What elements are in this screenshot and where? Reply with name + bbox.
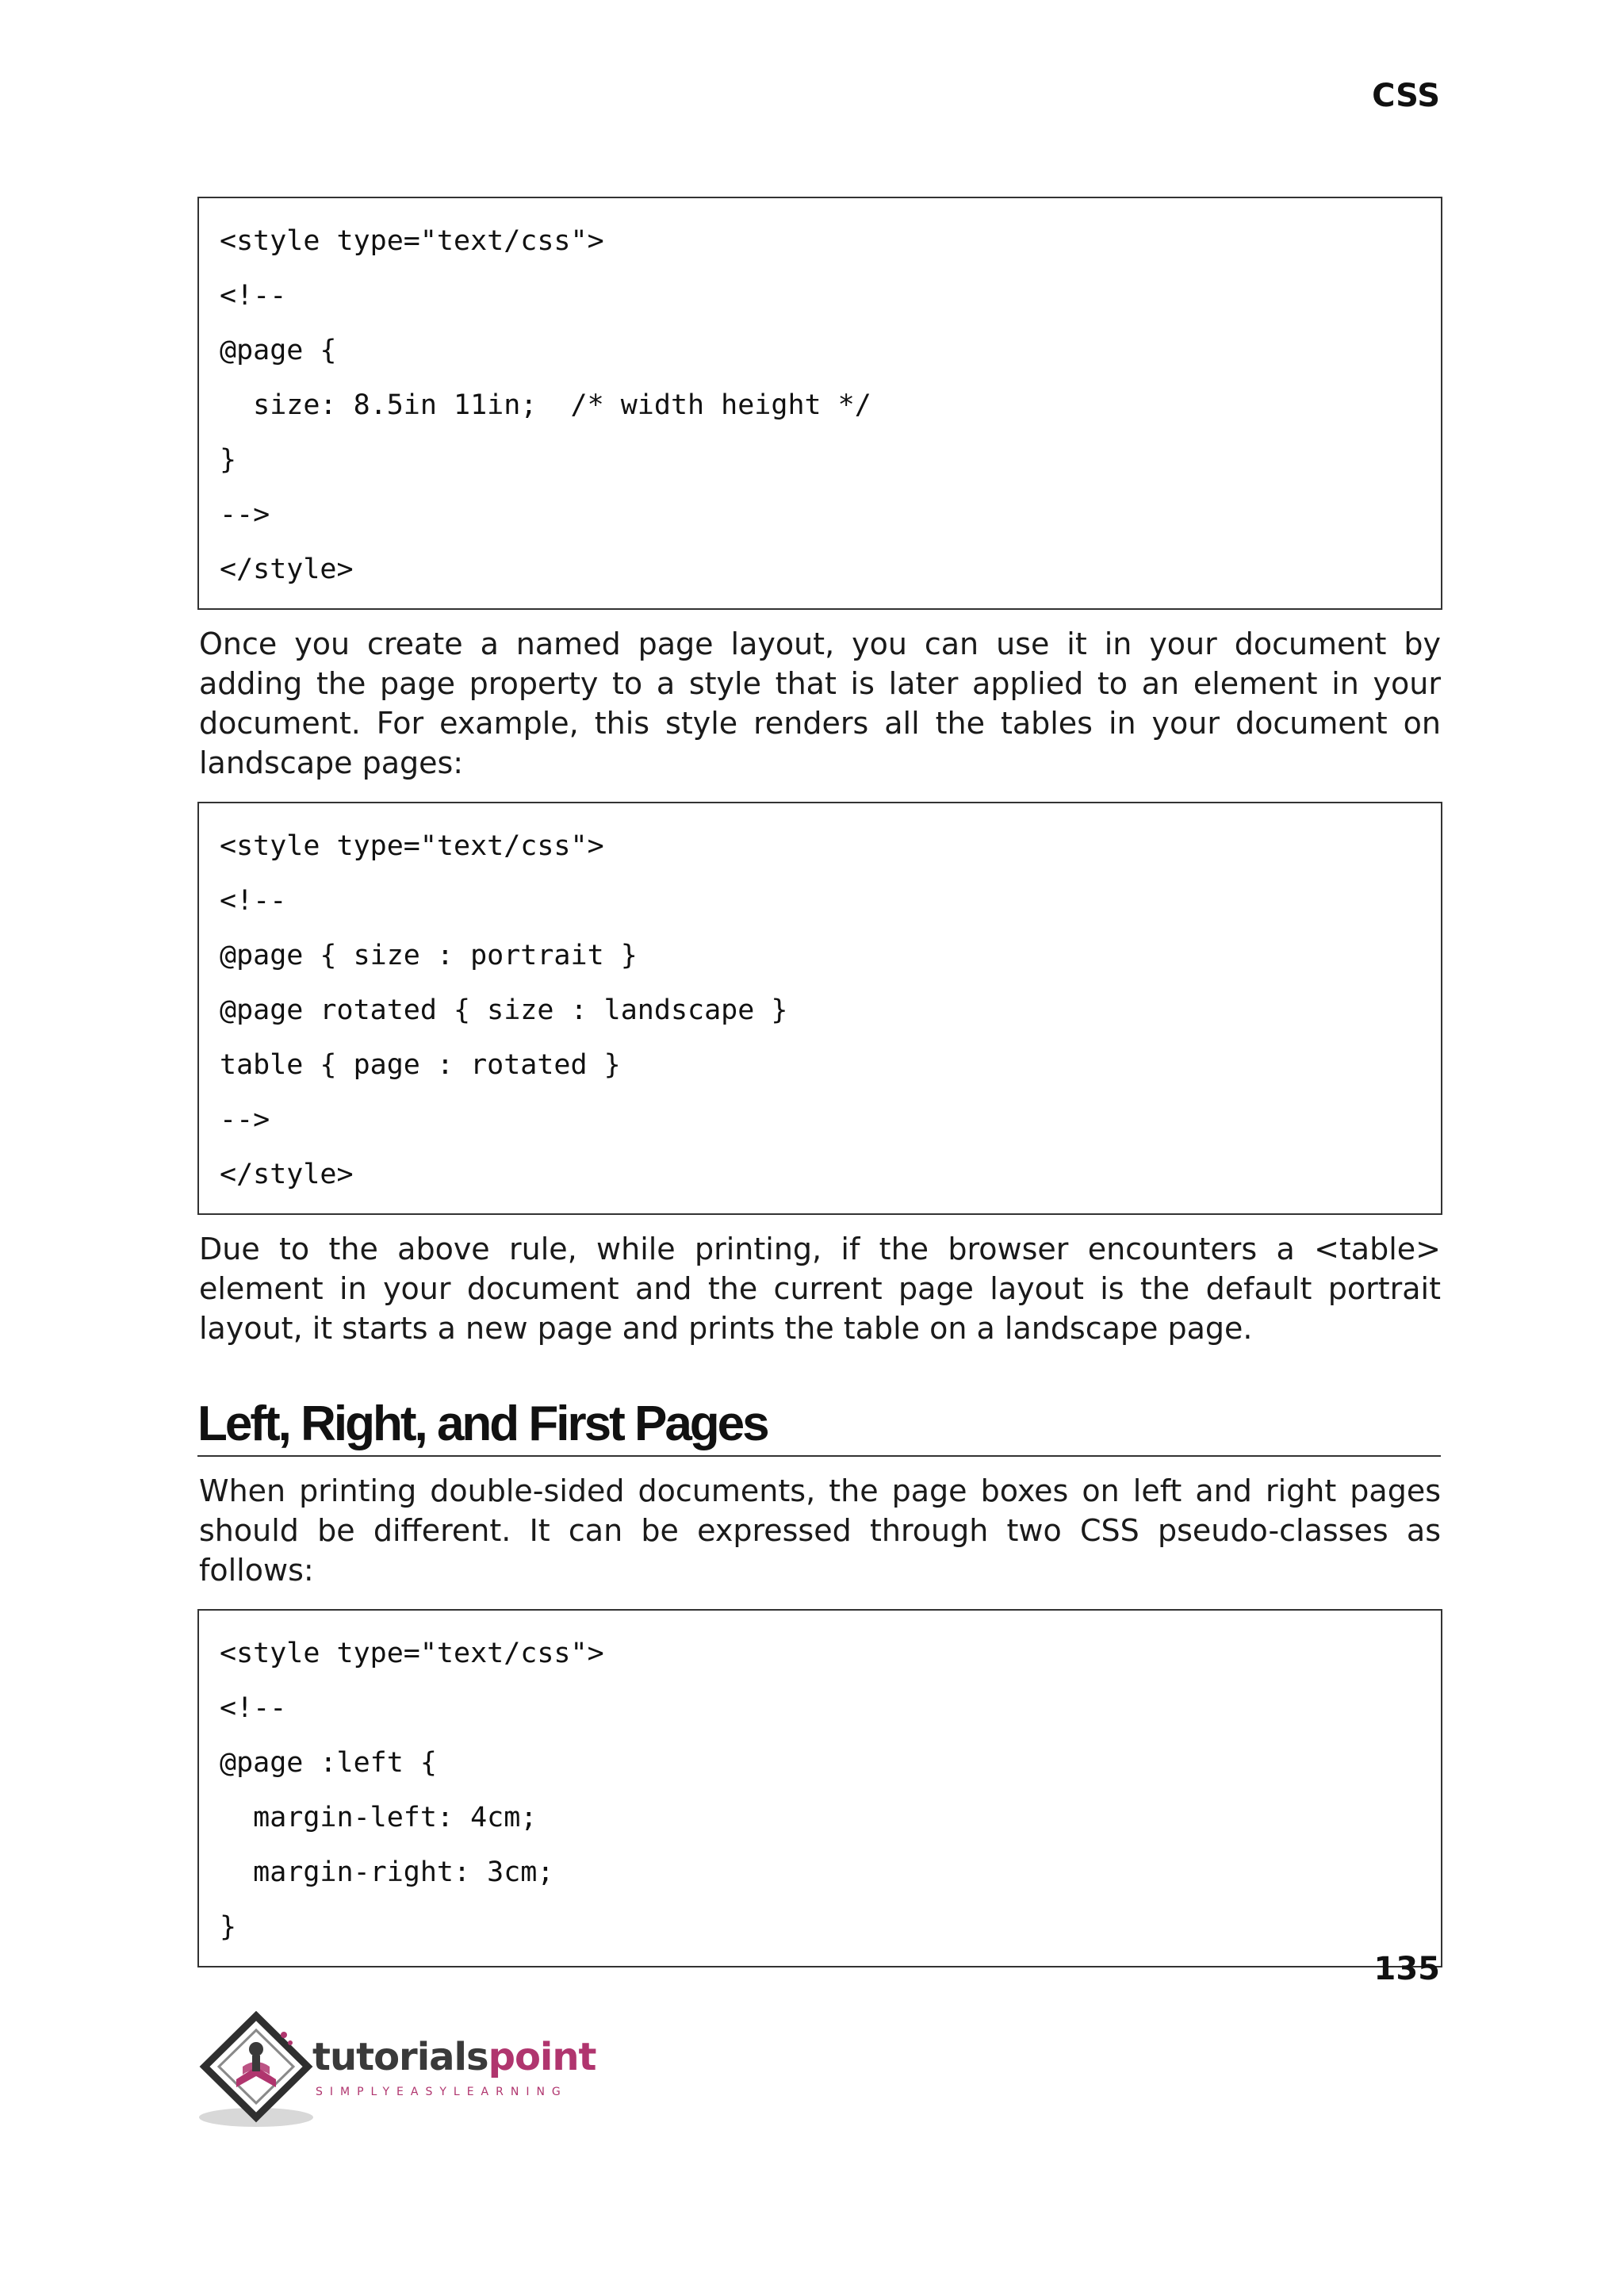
code-line: --> [220,499,270,531]
code-line: @page :left { [220,1747,437,1779]
page-number: 135 [1373,1951,1440,1987]
section-paragraph: When printing double-sided documents, the page boxes on left and right pages should be different. It can be expressed through two CSS pseudo-classes as follows: [199,1473,1441,1588]
code-line: @page { [220,335,337,366]
code-line: <!-- [220,1692,287,1724]
code-block-left-page [197,1609,1442,1967]
running-header-title: CSS [1372,78,1440,114]
code-line: @page { size : portrait } [220,940,638,971]
code-line: </style> [220,554,354,585]
code-line: margin-left: 4cm; [220,1802,538,1833]
code-line: <!-- [220,885,287,917]
code-line: <style type="text/css"> [220,830,604,862]
code-line: table { page : rotated } [220,1049,621,1081]
code-line: } [220,444,237,476]
code-block-named-page [197,802,1442,1215]
code-line: @page rotated { size : landscape } [220,994,788,1026]
body-paragraph: Once you create a named page layout, you can use it in your document by adding the page property to a style that is later applied to an element in your document. For example, this style renders all the tables in your document on landscape pages: [199,626,1441,780]
logo-tagline: SIMPLYEASYLEARNING [316,2086,568,2098]
code-line: } [220,1911,237,1943]
code-line: </style> [220,1159,354,1190]
code-line: <!-- [220,280,287,312]
code-line: margin-right: 3cm; [220,1856,554,1888]
tutorialspoint-logo [197,2011,609,2138]
code-block-page-size [197,197,1442,610]
logo-wordmark-part2: point [488,2035,596,2079]
logo-wordmark-part1: tutorials [312,2035,488,2079]
body-paragraph: Due to the above rule, while printing, if the browser encounters a <table> element in your document and the current page layout is the default portrait layout, it starts a new page and prints the table on a landscape page. [199,1232,1441,1346]
code-line: <style type="text/css"> [220,1638,604,1669]
code-line: size: 8.5in 11in; /* width height */ [220,389,871,421]
logo-emblem-icon [197,2011,316,2138]
code-line: --> [220,1104,270,1136]
page-content [197,197,1441,1967]
code-line: <style type="text/css"> [220,225,604,257]
logo-wordmark [312,2035,596,2079]
section-heading: Left, Right, and First Pages [197,1396,1441,1457]
